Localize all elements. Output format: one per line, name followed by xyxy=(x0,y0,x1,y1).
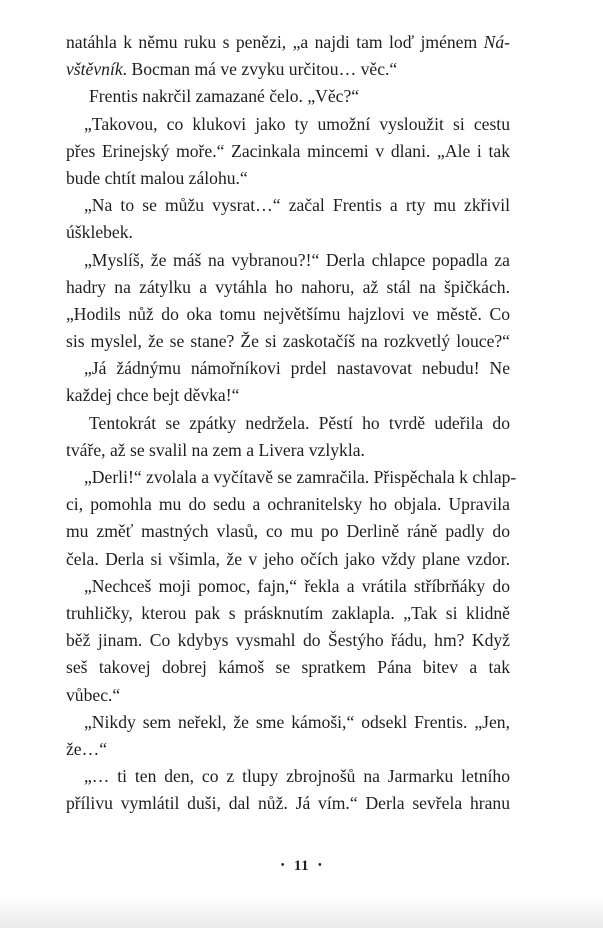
text-line: čela. Derla si všimla, že v jeho očích jako vždy plane vzdor. xyxy=(66,548,510,569)
text-line: sis myslel, že se stane? Že si zaskotačíš na rozkvetlý louce?“ xyxy=(66,331,510,352)
page-number-footer xyxy=(0,858,603,875)
text-line: vůbec.“ xyxy=(66,684,121,705)
text-line: hadry na zátylku a vytáhla ho nahoru, až stál na špičkách. xyxy=(66,276,510,297)
text-line: Tentokrát se zpátky nedržela. Pěstí ho tvrdě udeřila do xyxy=(89,412,510,433)
text-line: tváře, až se svalil na zem a Livera vzlykla. xyxy=(66,439,365,460)
page-number: 11 xyxy=(293,858,310,874)
text-line: „Já žádnýmu námořníkovi prdel nastavovat nebudu! Ne xyxy=(84,358,510,379)
body-text xyxy=(66,29,517,817)
bullet-left: • xyxy=(280,860,285,871)
text-line: „Derli!“ zvolala a vyčítavě se zamračila. Přispěchala k chlap- xyxy=(84,467,517,487)
text-line: Frentis nakrčil zamazané čelo. „Věc?“ xyxy=(89,86,360,107)
italic-run: vštěvník xyxy=(66,59,123,80)
text-line: přílivu vymlátil duši, dal nůž. Já vím.“ Derla sevřela hranu xyxy=(66,793,510,814)
text-line: „Nechceš moji pomoc, fajn,“ řekla a vrátila stříbrňáky do xyxy=(84,575,510,596)
text-line: mu změť mastných vlasů, co mu po Derlině ráně padly do xyxy=(66,521,510,542)
text-line: běž jinam. Co kdybys vysmahl do Šestýho řádu, hm? Když xyxy=(66,630,510,651)
text-line: „Na to se můžu vysrat…“ začal Frentis a rty mu zkřivil xyxy=(84,195,510,216)
text-line xyxy=(66,29,510,56)
italic-run: Ná- xyxy=(483,32,510,52)
text-line: „Myslíš, že máš na vybranou?!“ Derla chlapce popadla za xyxy=(84,249,510,270)
bullet-right: • xyxy=(318,860,323,871)
text-line: že…“ xyxy=(66,738,108,759)
text-line: „… ti ten den, co z tlupy zbrojnošů na Jarmarku letního xyxy=(84,766,510,787)
text-line: „Takovou, co klukovi jako ty umožní vysloužit si cestu xyxy=(84,113,510,134)
text-line: truhličky, kterou pak s prásknutím zaklapla. „Tak si klidně xyxy=(66,602,510,623)
text-run: . Bocman má ve zvyku určitou… věc.“ xyxy=(122,59,398,80)
text-line: „Nikdy sem neřekl, že sme kámoši,“ odsekl Frentis. „Jen, xyxy=(84,711,510,732)
text-run: natáhla k němu ruku s penězi, „a najdi tam loď jménem xyxy=(66,32,484,52)
text-line: ci, pomohla mu do sedu a ochranitelsky ho objala. Upravila xyxy=(66,494,510,515)
text-line: bude chtít malou zálohu.“ xyxy=(66,167,248,188)
text-line: „Hodils nůž do oka tomu největšímu hajzlovi ve městě. Co xyxy=(66,303,510,324)
text-line: každej chce bejt děvka!“ xyxy=(66,385,240,406)
text-line: úšklebek. xyxy=(66,222,133,243)
text-line xyxy=(66,56,510,83)
text-line: seš takovej dobrej kámoš se spratkem Pána bitev a tak xyxy=(66,657,510,678)
text-line: přes Erinejský moře.“ Zacinkala mincemi v dlani. „Ale i tak xyxy=(66,140,510,161)
